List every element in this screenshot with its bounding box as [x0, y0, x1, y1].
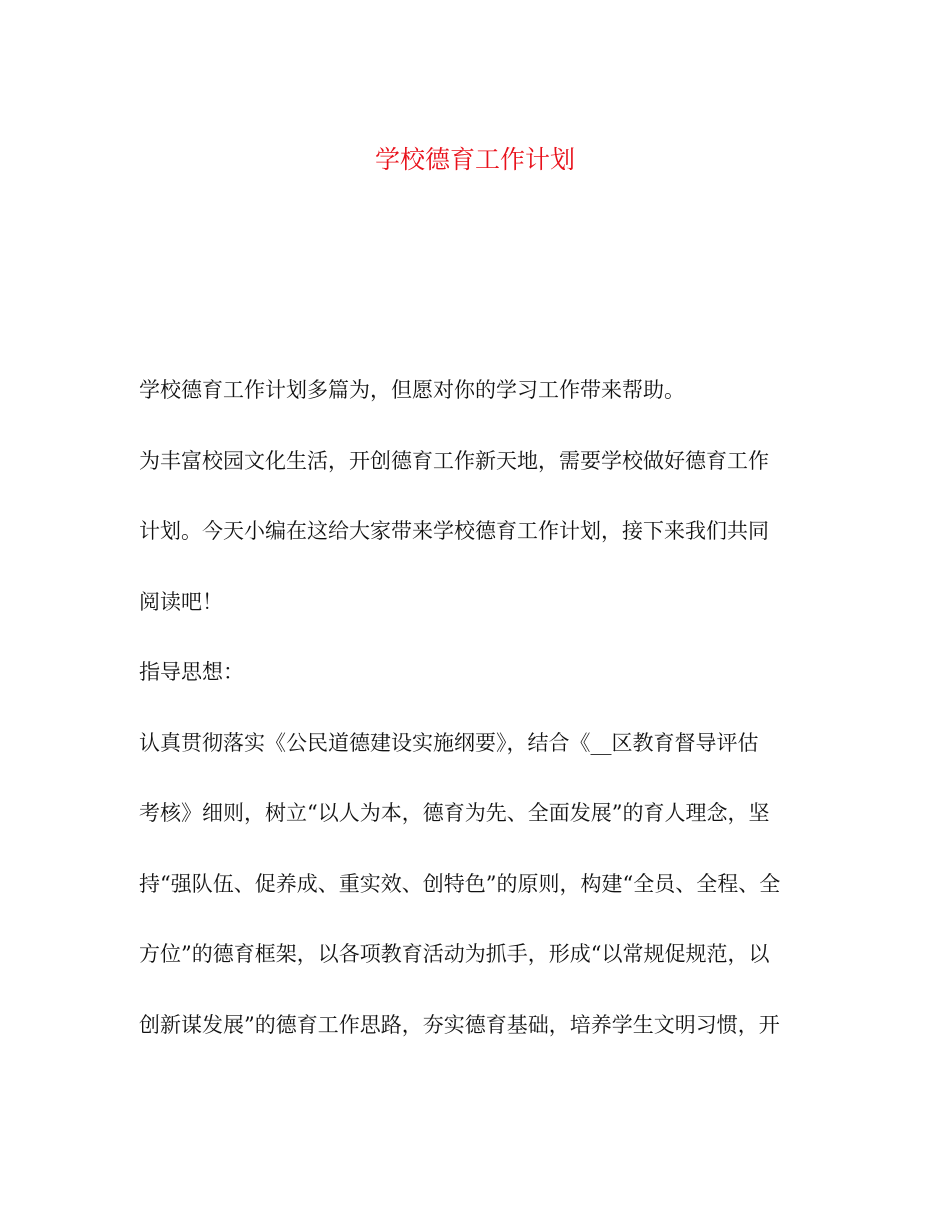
body-line: 计划。今天小编在这给大家带来学校德育工作计划，接下来我们共同 — [139, 519, 769, 543]
body-line: 阅读吧！ — [139, 589, 223, 614]
body-line: 创新谋发展”的德育工作思路，夯实德育基础，培养学生文明习惯，开 — [139, 1012, 780, 1037]
body-line: 学校德育工作计划多篇为，但愿对你的学习工作带来帮助。 — [139, 378, 685, 402]
body-line: 方位”的德育框架，以各项教育活动为抓手，形成“以常规促规范，以 — [139, 942, 770, 966]
body-line: 持“强队伍、促养成、重实效、创特色”的原则，构建“全员、全程、全 — [139, 871, 781, 896]
document-title: 学校德育工作计划 — [374, 145, 575, 174]
section-heading: 指导思想： — [139, 660, 244, 684]
body-line: 认真贯彻落实《公民道德建设实施纲要》，结合《__区教育督导评估 — [139, 730, 759, 755]
body-line: 为丰富校园文化生活，开创德育工作新天地，需要学校做好德育工作 — [139, 448, 769, 473]
document-body — [139, 370, 819, 1075]
body-line: 考核》细则，树立“以人为本，德育为先、全面发展”的育人理念，坚 — [139, 801, 770, 825]
